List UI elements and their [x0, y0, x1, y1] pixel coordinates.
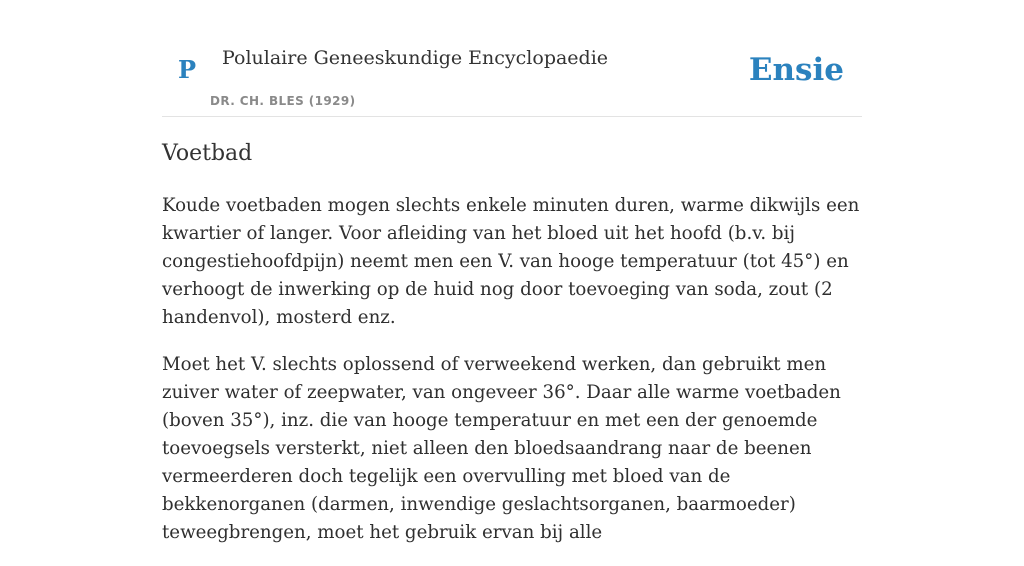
- book-title-link[interactable]: Polulaire Geneeskundige Encyclopaedie: [222, 47, 609, 69]
- site-header: [162, 0, 862, 117]
- article-body: [162, 192, 862, 547]
- ensie-logo-link[interactable]: Ensie: [748, 52, 844, 88]
- article-paragraph-1: Koude voetbaden mogen slechts enkele minuten duren, warme dikwijls een kwartier of langer. Voor afleiding van het bloed uit het hoofd (b.v. bij congestiehoofdpijn) neemt men een V. van hooge temperatuur (tot 45°) en verhoogt de inwerking op de huid nog door toevoeging van soda, zout (2 handenvol), mosterd enz.: [162, 195, 860, 328]
- article: [162, 138, 862, 566]
- article-paragraph-2: Moet het V. slechts oplossend of verweekend werken, dan gebruikt men zuiver water of zeepwater, van ongeveer 36°. Daar alle warme voetbaden (boven 35°), inz. die van hooge temperatuur en met een der genoemde toevoegsels versterkt, niet alleen den bloedsaandrang naar de beenen vermeerderen doch tegelijk een overvulling met bloed van de bekkenorganen (darmen, inwendige geslachtsorganen, baarmoeder) teweegbrengen, moet het gebruik ervan bij alle: [162, 354, 841, 543]
- book-logo-icon[interactable]: P: [178, 55, 197, 84]
- book-author: DR. CH. BLES (1929): [210, 94, 356, 108]
- article-title: Voetbad: [162, 141, 253, 166]
